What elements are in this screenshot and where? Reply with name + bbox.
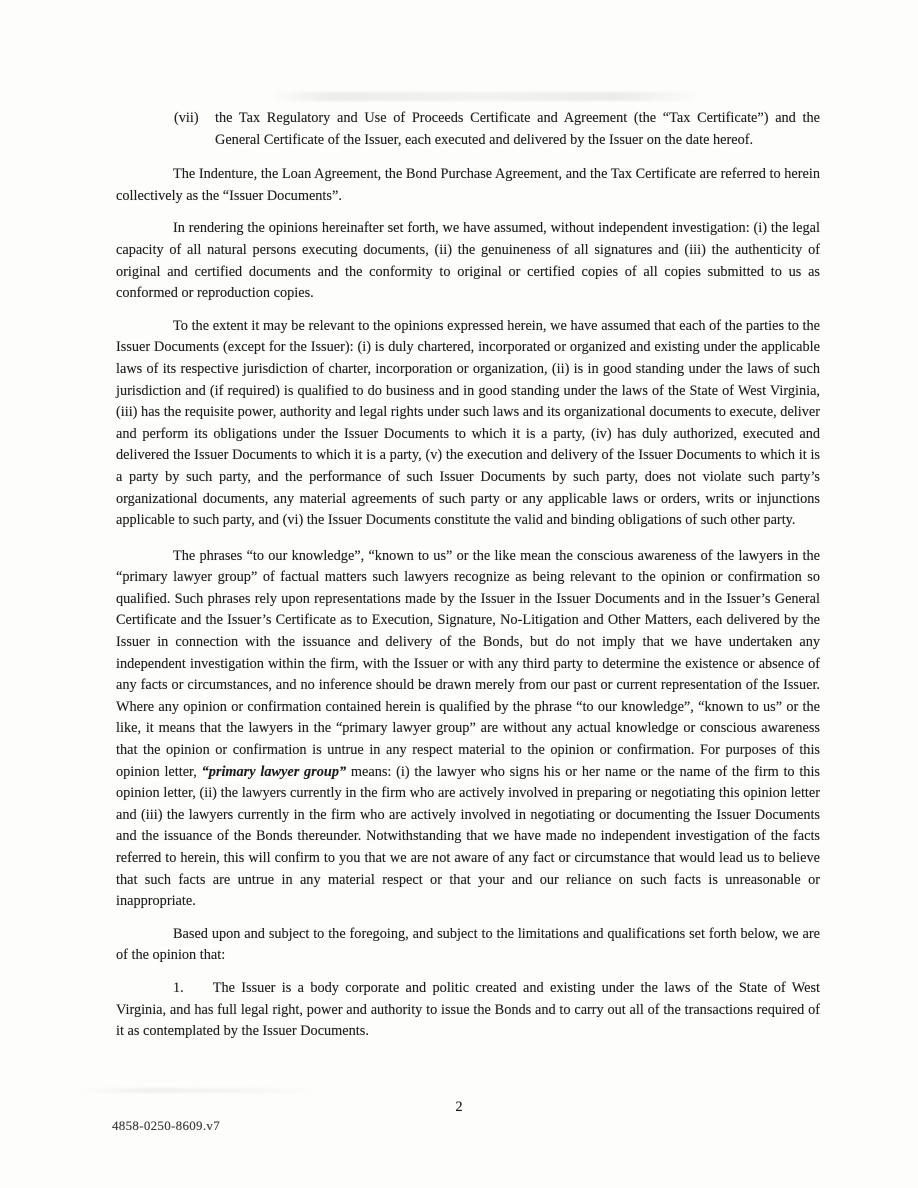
opinion-text: The Issuer is a body corporate and politic created and existing under the laws of the State of West Virginia, and has full legal right, power and authority to issue the Bonds and to carry out all of the transactions required of it as contemplated by the Issuer Documents. <box>116 979 820 1040</box>
paragraph-indenture: The Indenture, the Loan Agreement, the Bond Purchase Agreement, and the Tax Certificate are referred to herein collectively as the “Issuer Documents”. <box>116 166 820 204</box>
paragraph-rendering-opinions: In rendering the opinions hereinafter set forth, we have assumed, without independent investigation: (i) the legal capacity of all natural persons executing documents, (ii) the genuineness of all signatures and (iii) the authenticity of original and certified documents and the conformity to original or certified copies of all copies submitted to us as conformed or reproduction copies. <box>116 220 820 302</box>
scan-smudge-bottom <box>78 1088 318 1093</box>
primary-lawyer-group-emphasis: “primary lawyer group” <box>201 763 347 780</box>
phrases-text-after: means: (i) the lawyer who signs his or her name or the name of the firm to this opinion letter, (ii) the lawyers currently in the firm who are actively involved in preparing or negotiating this opinion letter and (iii) the lawyers currently in the firm who are actively involved in negotiating or documenting the Issuer Documents and the issuance of the Bonds thereunder. Notwithstanding that we have made no independent investigation of the facts referred to herein, this will confirm to you that we are not aware of any fact or circumstance that would lead us to believe that such facts are untrue in any material respect or that your and our reliance on such facts is unreasonable or inappropriate. <box>116 763 820 910</box>
opinion-number: 1. <box>173 979 184 996</box>
list-item-text: the Tax Regulatory and Use of Proceeds Certificate and Agreement (the “Tax Certificate”) and the General Certificate of the Issuer, each executed and delivered by the Issuer on the date hereof. <box>215 110 820 148</box>
document-control-number: 4858-0250-8609.v7 <box>112 1118 221 1133</box>
paragraph-opinion-1 <box>116 978 820 1043</box>
document-body <box>116 108 820 1043</box>
scan-smudge-top <box>268 92 703 101</box>
list-item-marker: (vii) <box>174 110 199 126</box>
paragraph-knowledge-phrases <box>116 546 820 913</box>
paragraph-extent-assumptions: To the extent it may be relevant to the opinions expressed herein, we have assumed that each of the parties to the Issuer Documents (except for the Issuer): (i) is duly chartered, incorporated or organized and existing under the applicable laws of its respective jurisdiction of charter, incorporation or organization, (ii) is in good standing under the laws of such jurisdiction and (if required) is qualified to do business and in good standing under the laws of the State of West Virginia, (iii) has the requisite power, authority and legal rights under such laws and its organizational documents to execute, deliver and perform its obligations under the Issuer Documents to which it is a party, (iv) has duly authorized, executed and delivered the Issuer Documents to which it is a party, (v) the execution and delivery of the Issuer Documents to which it is a party by such party, and the performance of such Issuer Documents by such party, does not violate such party’s organizational documents, any material agreements of such party or any applicable laws or orders, writs or injunctions applicable to such party, and (vi) the Issuer Documents constitute the valid and binding obligations of such other party. <box>116 317 820 529</box>
paragraph-based-upon: Based upon and subject to the foregoing, and subject to the limitations and qualifications set forth below, we are of the opinion that: <box>116 925 820 964</box>
page-number: 2 <box>455 1099 463 1115</box>
list-item-vii <box>174 108 820 151</box>
phrases-text-before: The phrases “to our knowledge”, “known to us” or the like mean the conscious awareness of the lawyers in the “primary lawyer group” of factual matters such lawyers recognize as being relevant to the opinion or confirmation so qualified. Such phrases rely upon representations made by the Issuer in the Issuer Documents and in the Issuer’s General Certificate and the Issuer’s Certificate as to Execution, Signature, No-Litigation and Other Matters, each delivered by the Issuer in connection with the issuance and delivery of the Bonds, but do not imply that we have undertaken any independent investigation within the firm, with the Issuer or with any third party to determine the existence or absence of any facts or circumstances, and no inference should be drawn merely from our past or current representation of the Issuer. Where any opinion or confirmation contained herein is qualified by the phrase “to our knowledge”, “known to us” or the like, it means that the lawyers in the “primary lawyer group” are without any actual knowledge or conscious awareness that the opinion or confirmation is untrue in any respect material to the opinion or confirmation. For purposes of this opinion letter, <box>116 547 820 780</box>
